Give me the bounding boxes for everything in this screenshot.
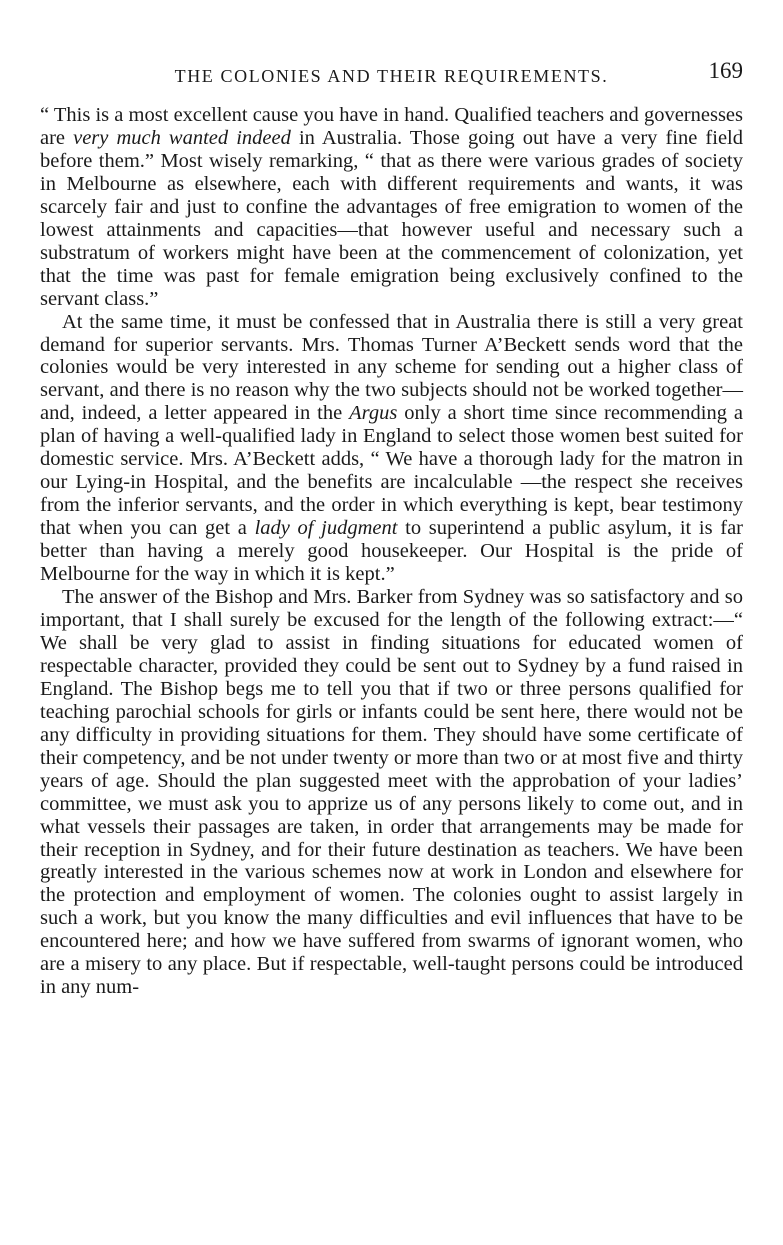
body-text	[40, 104, 743, 999]
text-run: only a short time since recommending a plan of having a well-qualified lady in England to select those women best suited for domestic service. Mrs. A’Beckett adds, “ We have a thorough lady for the matron in our Lying-in Hospital, and the benefits are incalculable —the respect she receives from the inferior servants, and the order in which everything is kept, bear testimony that when you can get a	[40, 402, 743, 540]
page-header	[40, 58, 743, 88]
italic-phrase: lady of judgment	[254, 517, 398, 540]
running-head: THE COLONIES AND THEIR REQUIREMENTS.	[174, 66, 609, 86]
paragraph-3	[40, 586, 743, 999]
paragraph-2	[40, 311, 743, 586]
text-run: “ This is a most excellent cause you have in hand. Qualified teachers and governesses are	[40, 104, 743, 149]
text-run: The answer of the Bishop and Mrs. Barker from Sydney was so satisfactory and so important, that I shall surely be excused for the length of the following extract:—“ We shall be very glad to assist in finding situations for educated women of respectable character, provided they could be sent out to Sydney by a fund raised in England. The Bishop begs me to tell you that if two or three persons qualified for teaching parochial schools for girls or infants could be sent here, there would not be any difficulty in providing situations for them. They should have some certificate of their competency, and be not under twenty or more than two or at most five and thirty years of age. Should the plan suggested meet with the approbation of your ladies’ committee, we must ask you to apprize us of any persons likely to come out, and in what vessels their passages are taken, in order that arrangements may be made for their reception in Sydney, and for their future destination as teachers. We have been greatly interested in the various schemes now at work in London and elsewhere for the protection and employment of women. The colonies ought to assist largely in such a work, but you know the many difficulties and evil influences that have to be encountered here; and how we have suffered from swarms of ignorant women, who are a misery to any place. But if respectable, well-taught persons could be introduced in any num-	[40, 586, 743, 999]
italic-phrase: very much wanted indeed	[73, 126, 291, 149]
page-number: 169	[708, 58, 743, 83]
text-run: in Australia. Those going out have a very fine field before them.” Most wisely remarking, “ that as there were various grades of society in Melbourne as elsewhere, each with different requirements and wants, it was scarcely fair and just to confine the advantages of free emigration to women of the lowest attainments and capacities—that however useful and necessary such a substratum of workers might have been at the commencement of colonization, yet that the time was past for female emigration being exclusively confined to the servant class.”	[40, 126, 743, 310]
paragraph-1	[40, 104, 743, 311]
text-run: At the same time, it must be confessed that in Australia there is still a very great demand for superior servants. Mrs. Thomas Turner A’Beckett sends word that the colonies would be very interested in any scheme for sending out a higher class of servant, and there is no reason why the two subjects should not be worked together—and, indeed, a letter appeared in the	[40, 310, 743, 425]
text-run: to superintend a public asylum, it is far better than having a merely good housekeeper. Our Hospital is the pride of Melbourne for the way in which it is kept.”	[40, 517, 743, 586]
italic-phrase: Argus	[349, 402, 398, 425]
